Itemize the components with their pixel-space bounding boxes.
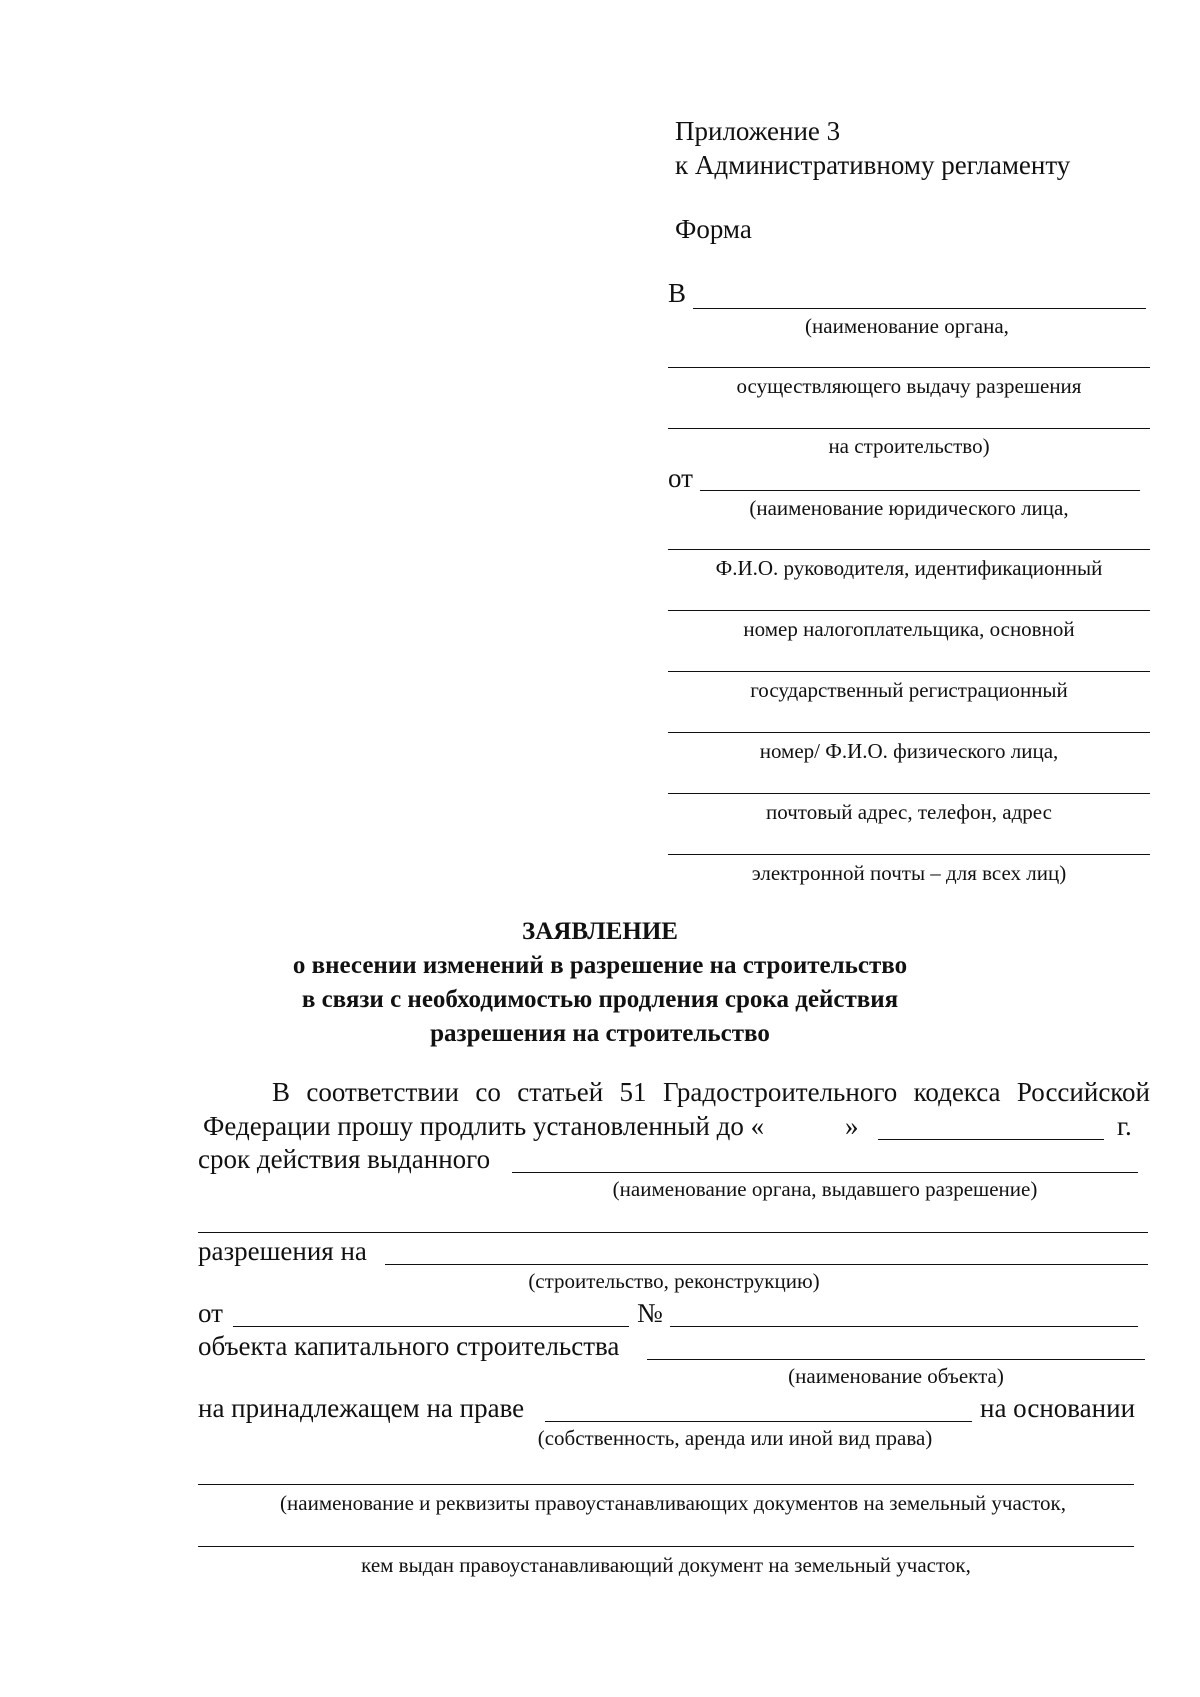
applicant-line-1[interactable] [700,490,1140,491]
caption-issuing: осуществляющего выдачу разрешения [736,374,1082,398]
recipient-line-3[interactable] [668,428,1150,429]
validity-text: срок действия выданного [198,1144,491,1174]
right-label: на принадлежащем на праве [198,1393,525,1423]
applicant-line-6[interactable] [668,793,1150,794]
recipient-authority-line[interactable] [693,308,1146,309]
permit-type-field[interactable] [385,1264,1148,1265]
regulation-label: к Административному регламенту [675,150,1071,180]
permit-date-field[interactable] [233,1326,629,1327]
applicant-line-5[interactable] [668,732,1150,733]
applicant-line-3[interactable] [668,610,1150,611]
caption-construction-permit: на строительство) [828,434,990,458]
basis-label: на основании [980,1393,1136,1423]
caption-documents: (наименование и реквизиты правоустанавливающих документов на земельный участок, [280,1491,1066,1515]
caption-authority: (наименование органа, [805,314,1009,338]
caption-right-type: (собственность, аренда или иной вид права) [537,1426,933,1450]
object-name-field[interactable] [647,1359,1145,1360]
form-label: Форма [675,214,752,244]
applicant-line-7[interactable] [668,854,1150,855]
quote-close: » [845,1111,859,1141]
appendix-label: Приложение 3 [675,116,841,146]
recipient-line-2[interactable] [668,367,1150,368]
from-prefix: от [668,463,693,493]
documents-field[interactable] [198,1484,1134,1485]
permit-label: разрешения на [198,1236,367,1266]
to-prefix: В [668,278,687,308]
body-extend-text: Федерации прошу продлить установленный до « [203,1111,765,1141]
caption-registration: государственный регистрационный [750,678,1068,702]
caption-director: Ф.И.О. руководителя, идентификационный [715,556,1103,580]
day-field[interactable] [787,1139,827,1140]
caption-individual: номер/ Ф.И.О. физического лица, [759,739,1059,763]
caption-email: электронной почты – для всех лиц) [751,861,1067,885]
caption-construction-type: (строительство, реконструкцию) [528,1269,820,1293]
caption-legal-entity: (наименование юридического лица, [749,496,1069,520]
year-suffix: г. [1117,1111,1132,1141]
document-subtitle-3: разрешения на строительство [430,1020,770,1047]
document-title: ЗАЯВЛЕНИЕ [522,918,678,945]
document-subtitle-2: в связи с необходимостью продления срока действия [301,986,899,1013]
caption-object: (наименование объекта) [788,1364,1004,1388]
applicant-line-4[interactable] [668,671,1150,672]
caption-issuer: (наименование органа, выдавшего разрешение) [612,1177,1038,1201]
body-paragraph-1: В соответствии со статьей 51 Градостроительного кодекса Российской [272,1077,1150,1107]
issuer-field-continued[interactable] [198,1232,1148,1233]
month-year-field[interactable] [878,1139,1104,1140]
issuer-field[interactable] [512,1172,1138,1173]
applicant-line-2[interactable] [668,549,1150,550]
document-subtitle-1: о внесении изменений в разрешение на строительство [292,952,908,979]
issued-by-field[interactable] [198,1546,1134,1547]
caption-address: почтовый адрес, телефон, адрес [766,800,1052,824]
number-label: № [637,1298,663,1328]
object-label: объекта капитального строительства [198,1331,620,1361]
caption-issued-by: кем выдан правоустанавливающий документ на земельный участок, [361,1553,971,1577]
permit-number-field[interactable] [670,1326,1138,1327]
right-type-field[interactable] [545,1421,972,1422]
caption-taxpayer: номер налогоплательщика, основной [743,617,1075,641]
from-date-label: от [198,1298,223,1328]
